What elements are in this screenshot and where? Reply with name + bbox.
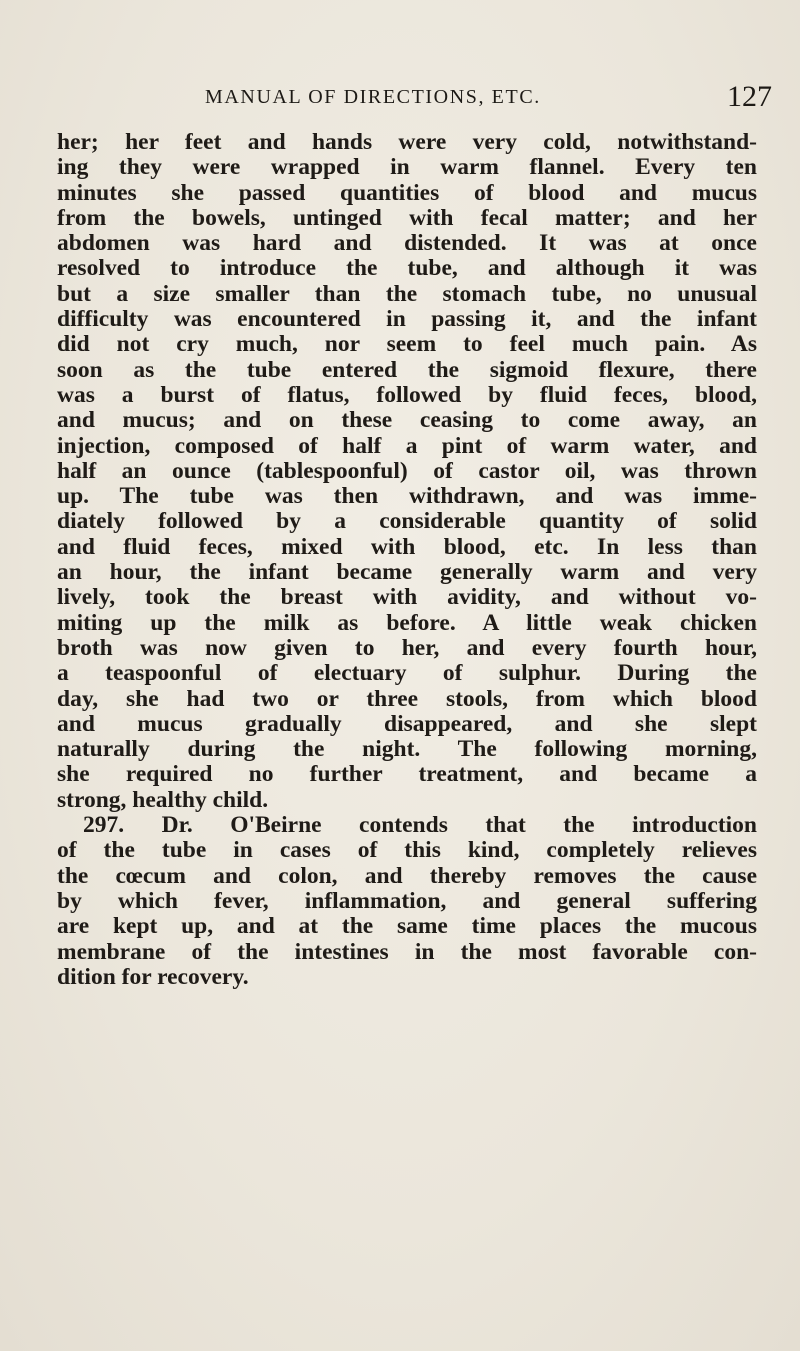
text-line: and mucus gradually disappeared, and she slept [57, 710, 757, 737]
text-line: up. The tube was then withdrawn, and was imme- [57, 483, 757, 510]
text-line: miting up the milk as before. A little weak chicken [57, 609, 757, 636]
text-line: difficulty was encountered in passing it, and the infant [57, 306, 757, 333]
text-line: minutes she passed quantities of blood and mucus [57, 179, 757, 206]
paragraph [57, 813, 757, 990]
text-line: lively, took the breast with avidity, and without vo- [57, 584, 757, 611]
text-line: dition for recovery. [57, 963, 249, 990]
text-line: but a size smaller than the stomach tube, no unusual [57, 280, 757, 307]
running-head [0, 80, 800, 120]
text-line: day, she had two or three stools, from which blood [57, 685, 757, 712]
text-line: injection, composed of half a pint of warm water, and [57, 432, 757, 459]
paragraph [57, 130, 757, 813]
text-line: and mucus; and on these ceasing to come away, an [57, 407, 757, 434]
text-line: soon as the tube entered the sigmoid flexure, there [57, 356, 757, 383]
text-line: by which fever, inflammation, and general suffering [57, 887, 757, 914]
text-line: naturally during the night. The following morning, [57, 736, 757, 763]
text-line: an hour, the infant became generally warm and very [57, 559, 757, 586]
text-line: 297. Dr. O'Beirne contends that the introduction [83, 812, 757, 839]
text-line: resolved to introduce the tube, and although it was [57, 255, 757, 282]
text-line: abdomen was hard and distended. It was at once [57, 230, 757, 257]
text-line: and fluid feces, mixed with blood, etc. In less than [57, 533, 757, 560]
text-line: diately followed by a considerable quantity of solid [57, 508, 757, 535]
text-line: ing they were wrapped in warm flannel. Every ten [57, 154, 757, 181]
text-line: the cœcum and colon, and thereby removes the cause [57, 862, 757, 889]
text-line: was a burst of flatus, followed by fluid feces, blood, [57, 381, 757, 408]
body-text [57, 130, 757, 990]
text-line: half an ounce (tablespoonful) of castor oil, was thrown [57, 457, 757, 484]
text-line: from the bowels, untinged with fecal matter; and her [57, 204, 757, 231]
running-title: MANUAL OF DIRECTIONS, ETC. [205, 86, 541, 108]
text-line: did not cry much, nor seem to feel much pain. As [57, 331, 757, 358]
text-line: broth was now given to her, and every fourth hour, [57, 634, 757, 661]
text-line: membrane of the intestines in the most favorable con- [57, 938, 757, 965]
text-line: of the tube in cases of this kind, completely relieves [57, 837, 757, 864]
text-line: are kept up, and at the same time places the mucous [57, 913, 757, 940]
text-line: she required no further treatment, and became a [57, 761, 757, 788]
text-line: strong, healthy child. [57, 786, 269, 813]
page-number: 127 [727, 80, 772, 113]
text-line: a teaspoonful of electuary of sulphur. During the [57, 660, 757, 687]
text-line: her; her feet and hands were very cold, notwithstand- [57, 129, 757, 155]
